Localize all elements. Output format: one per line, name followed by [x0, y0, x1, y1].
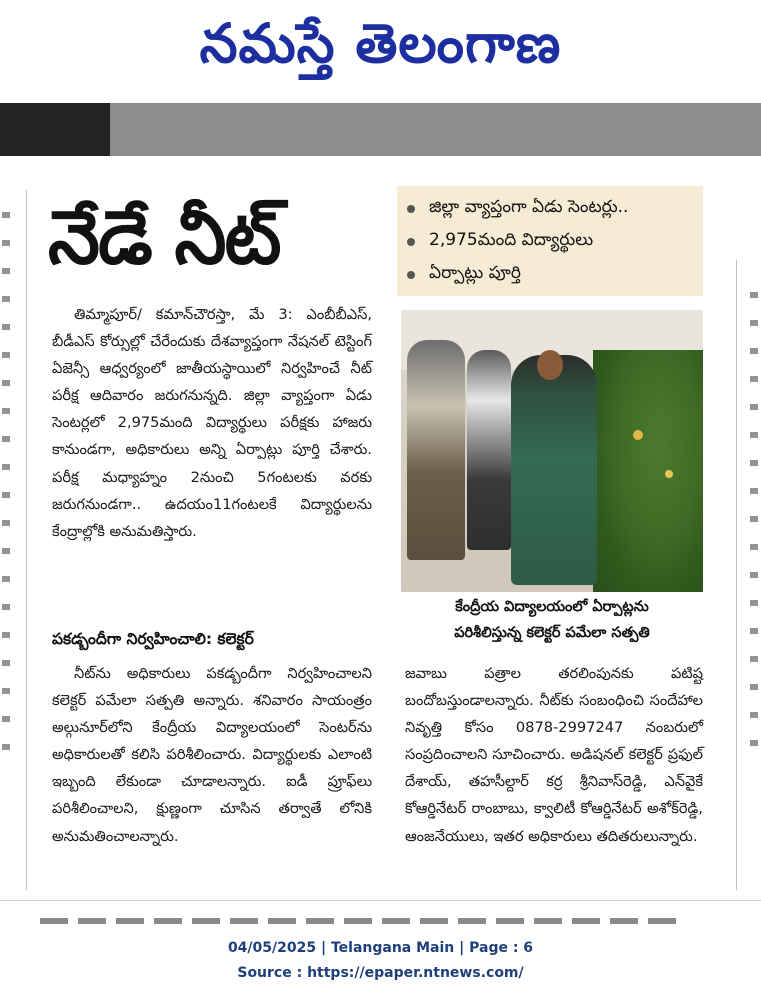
adjacent-article-right-fragment: [748, 270, 761, 900]
highlight-text: ఏర్పాట్లు పూర్తి: [429, 262, 522, 283]
highlight-item: [407, 192, 693, 225]
highlight-text: 2,975మంది విద్యార్థులు: [429, 229, 594, 250]
highlight-item: [407, 258, 693, 291]
column-rule-right: [736, 260, 737, 890]
page-footer: [0, 936, 761, 986]
highlight-item: [407, 225, 693, 258]
newspaper-logo: నమస్తే తెలంగాణ: [199, 11, 562, 75]
article-subheading: పకడ్బందీగా నిర్వహించాలి: కలెక్టర్: [52, 630, 254, 648]
bullet-icon: [407, 205, 415, 213]
bullet-icon: [407, 238, 415, 246]
bullet-icon: [407, 271, 415, 279]
photo-caption: [401, 594, 703, 646]
highlights-box: [397, 186, 703, 296]
header-band-grey: [110, 103, 761, 156]
adjacent-article-left-fragment: [0, 190, 14, 900]
article-body-column-2: [52, 660, 372, 850]
header-band-dark: [0, 103, 110, 156]
article-photo: [401, 310, 703, 592]
photo-caption-line: కేంద్రీయ విద్యాలయంలో ఏర్పాట్లను: [455, 599, 649, 615]
article-body-column-1: [52, 301, 372, 545]
article-paragraph: తిమ్మాపూర్/ కమాన్‌చౌరస్తా, మే 3: ఎంబీబీఎస్, బీడీఎస్ కోర్సుల్లో చేరేందుకు దేశవ్యాప్తంగా నేషనల్ టెస్టింగ్ ఏజెన్సీ ఆధ్వర్యంలో జాతీయస్థాయిలో నిర్వహించే నీట్ పరీక్ష ఆదివారం జరుగనున్నది. జిల్లా వ్యాప్తంగా ఏడు సెంటర్లలో 2,975మంది విద్యార్థులు పరీక్షకు హాజరు కానుండగా, అధికారులు అన్ని ఏర్పాట్లు పూర్తి చేశారు. పరీక్ష మధ్యాహ్నం 2నుంచి 5గంటలకు వరకు జరుగనుండగా.. ఉదయం11గంటలకే విద్యార్థులను కేంద్రాల్లోకి అనుమతిస్తారు.: [52, 306, 372, 540]
article-headline: నేడే నీట్: [48, 195, 280, 281]
photo-caption-line: పరిశీలిస్తున్న కలెక్టర్ పమేలా సత్పతి: [454, 625, 650, 641]
article-paragraph: నీట్‌ను అధికారులు పకడ్బందీగా నిర్వహించాలని కలెక్టర్ పమేలా సత్పతి అన్నారు. శనివారం సాయంత్రం అల్గునూర్‌లోని కేంద్రీయ విద్యాలయంలో సెంటర్‌ను అధికారులతో కలిసి పరిశీలించారు. విద్యార్థులకు ఎలాంటి ఇబ్బంది లేకుండా చూడాలన్నారు. ఐడీ ప్రూఫ్‌లు పరిశీలించాలని, క్షుణ్ణంగా చూసిన తర్వాతే లోనికి అనుమతించాలన్నారు.: [52, 665, 372, 845]
article-body-column-3: [405, 660, 703, 850]
highlight-text: జిల్లా వ్యాప్తంగా ఏడు సెంటర్లు..: [429, 196, 629, 217]
article-paragraph: జవాబు పత్రాల తరలింపునకు పటిష్ట బందోబస్తుండాలన్నారు. నీట్‌కు సంబంధించి సందేహాల నివృత్తి కోసం 0878-2997247 నంబరులో సంప్రదించాలని సూచించారు. అడిషనల్ కలెక్టర్ ప్రఫుల్ దేశాయ్, తహసీల్దార్ కర్ర శ్రీనివాస్‌రెడ్డి, ఎన్‌వైకే కోఆర్డినేటర్ రాంబాబు, క్వాలిటీ కోఆర్డినేటర్ అశోక్‌రెడ్డి, ఆంజనేయులు, ఇతర అధికారులు తదితరులున్నారు.: [405, 665, 703, 845]
footer-edition-info: 04/05/2025 | Telangana Main | Page : 6: [227, 940, 534, 956]
masthead: [0, 0, 761, 100]
cut-off-text-strip: [40, 912, 760, 928]
column-rule-left: [26, 190, 27, 890]
page-divider: [0, 900, 761, 901]
footer-source: Source : https://epaper.ntnews.com/: [237, 965, 524, 981]
